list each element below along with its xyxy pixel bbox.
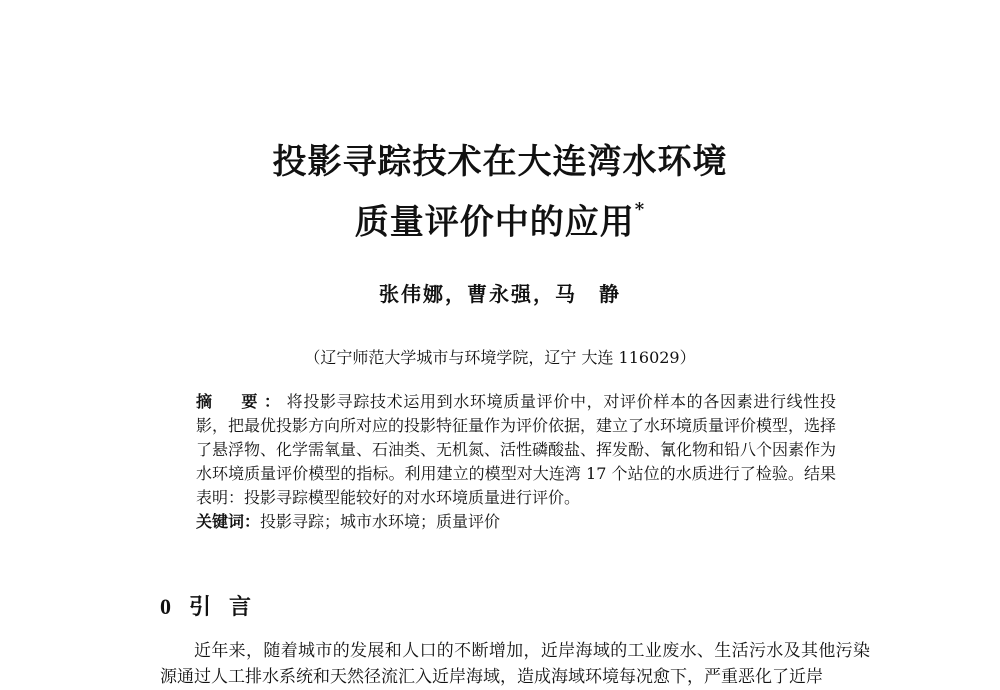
section-number: 0 — [160, 594, 171, 619]
paper-title-line2 — [0, 196, 1000, 242]
abstract — [196, 390, 836, 510]
paper-title-line1: 投影寻踪技术在大连湾水环境 — [272, 142, 728, 182]
paper-title-line2-text: 质量评价中的应用 — [354, 202, 635, 243]
body-paragraph: 近年来，随着城市的发展和人口的不断增加，近岸海域的工业废水、生活污水及其他污染源通过人工排水系统和天然径流汇入近岸海域，造成海域环境每况愈下，严重恶化了近岸 — [160, 641, 870, 687]
section-title: 引言 — [189, 594, 270, 620]
keywords-label: 关键词： — [196, 512, 261, 531]
abstract-text: 将投影寻踪技术运用到水环境质量评价中，对评价样本的各因素进行线性投影，把最优投影方向所对应的投影特征量作为评价依据，建立了水环境质量评价模型，选择了悬浮物、化学需氧量、石油类、无机氮、活性磷酸盐、挥发酚、氰化物和铅八个因素作为水环境质量评价模型的指标。利用建立的模型对大连湾 17 个站位的水质进行了检验。结果表明：投影寻踪模型能较好的对水环境质量进行评价。 — [196, 392, 837, 507]
section-heading-introduction — [160, 590, 269, 621]
abstract-label: 摘 要： — [196, 392, 287, 411]
keywords — [196, 510, 836, 534]
title-footnote-mark: * — [634, 199, 646, 220]
keywords-text: 投影寻踪；城市水环境；质量评价 — [260, 512, 501, 531]
author-affiliation: （辽宁师范大学城市与环境学院，辽宁 大连 116029） — [304, 348, 696, 367]
author-list: 张伟娜，曹永强，马 静 — [379, 282, 621, 306]
